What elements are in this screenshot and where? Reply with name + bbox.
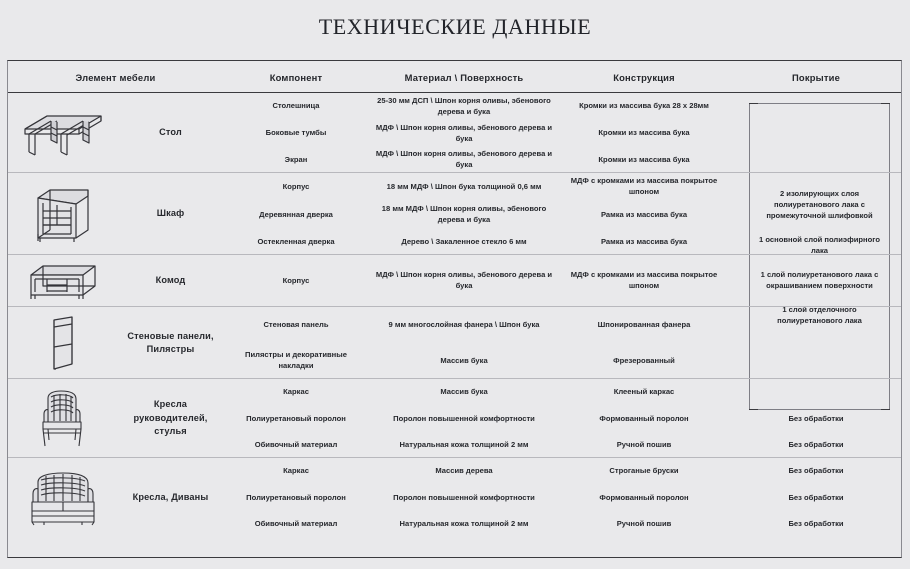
component-cell: Полиуретановый поролон — [246, 413, 346, 423]
material-cell: МДФ \ Шпон корня оливы, эбенового дерева и бука — [375, 122, 553, 143]
component-cell: Столешница — [272, 101, 320, 111]
construction-cell: Ручной пошив — [616, 518, 672, 528]
component-cell: Стеновая панель — [263, 319, 329, 329]
row-category-label: Кресла руководителей, стулья — [133, 399, 208, 437]
row-category-label: Шкаф — [156, 208, 185, 219]
component-cell: Каркас — [283, 466, 309, 476]
desk-icon — [8, 93, 118, 173]
construction-cell: Рамка из массива бука — [600, 209, 688, 219]
component-cell: Остекленная дверка — [257, 236, 335, 246]
construction-cell: Формованный поролон — [599, 413, 689, 423]
material-cell: Натуральная кожа толщиной 2 мм — [399, 518, 529, 528]
construction-cell: Строганые бруски — [609, 466, 679, 476]
material-cell: 18 мм МДФ \ Шпон корня оливы, эбенового дерева и бука — [381, 204, 547, 224]
component-cell: Обивочный материал — [254, 439, 338, 449]
construction-cell: Шпонированная фанера — [597, 319, 691, 329]
coating-cell: Без обработки — [788, 413, 844, 423]
column-header-construction: Конструкция — [613, 71, 675, 83]
coating-line-1: 2 изолирующих слоя полиуретанового лака с промежуточной шлифовкой — [766, 188, 873, 220]
table-row — [8, 255, 901, 307]
armchair-icon — [8, 379, 118, 458]
table-row — [8, 93, 901, 173]
sofa-icon — [8, 458, 118, 537]
material-cell: Натуральная кожа толщиной 2 мм — [399, 439, 529, 449]
table-row — [8, 379, 901, 458]
material-cell: Поролон повышенной комфортности — [393, 413, 535, 423]
wall-panel-icon — [8, 307, 118, 379]
column-header-material: Материал \ Поверхность — [404, 71, 524, 83]
component-cell: Обивочный материал — [254, 518, 338, 528]
coating-cell: Без обработки — [788, 492, 844, 502]
construction-cell: Кромки из массива бука 28 x 28мм — [579, 101, 709, 111]
table-row — [8, 173, 901, 255]
material-cell: Массив бука — [440, 387, 488, 397]
row-category-label: Кресла, Диваны — [132, 491, 209, 502]
component-cell: Деревянная дверка — [259, 209, 333, 219]
dresser-icon — [8, 255, 118, 307]
component-cell: Каркас — [283, 387, 309, 397]
construction-cell: МДФ с кромками из массива покрытое шпоном — [570, 176, 718, 196]
component-cell: Экран — [284, 154, 308, 164]
construction-cell: Кромки из массива бука — [598, 154, 690, 164]
material-cell: Массив бука — [440, 355, 488, 365]
row-category-label: Комод — [155, 275, 186, 286]
construction-cell: Клееный каркас — [613, 387, 675, 397]
table-row — [8, 458, 901, 537]
construction-cell: Фрезерованный — [613, 355, 675, 365]
row-category-label: Стол — [159, 127, 182, 138]
component-cell: Боковые тумбы — [265, 128, 327, 138]
material-cell: 25-30 мм ДСП \ Шпон корня оливы, эбенового дерева и бука — [377, 95, 551, 116]
column-header-component: Компонент — [269, 71, 323, 83]
coating-cell: Без обработки — [788, 439, 844, 449]
component-cell: Полиуретановый поролон — [246, 492, 346, 502]
technical-data-table — [7, 60, 902, 558]
coating-cell: Без обработки — [788, 518, 844, 528]
cabinet-icon — [8, 173, 118, 255]
construction-cell: Ручной пошив — [616, 439, 672, 449]
material-cell: Дерево \ Закаленное стекло 6 мм — [401, 236, 527, 246]
coating-line-2: 1 основной слой полиэфирного лака — [759, 234, 880, 255]
coating-cell: Без обработки — [788, 466, 844, 476]
column-header-element: Элемент мебели — [75, 71, 156, 83]
table-row — [8, 307, 901, 379]
construction-cell: Кромки из массива бука — [598, 128, 690, 138]
table-header-row — [8, 61, 901, 93]
coating-line-3: 1 слой полиуретанового лака с окрашиванием поверхности — [760, 269, 879, 290]
material-cell: 9 мм многослойная фанера \ Шпон бука — [388, 319, 540, 329]
page-title: ТЕХНИЧЕСКИЕ ДАННЫЕ — [318, 14, 592, 39]
construction-cell: Формованный поролон — [599, 492, 689, 502]
material-cell: Поролон повышенной комфортности — [393, 492, 535, 502]
coating-line-4: 1 слой отделочного полиуретанового лака — [777, 304, 862, 325]
material-cell: МДФ \ Шпон корня оливы, эбенового дерева и бука — [375, 149, 553, 169]
column-header-coating: Покрытие — [791, 71, 841, 83]
construction-cell: МДФ с кромками из массива покрытое шпоном — [570, 270, 718, 290]
construction-cell: Рамка из массива бука — [600, 236, 688, 246]
row-category-label: Стеновые панели, Пилястры — [127, 330, 214, 354]
material-cell: МДФ \ Шпон корня оливы, эбенового дерева и бука — [375, 270, 553, 290]
component-cell: Корпус — [282, 275, 310, 285]
component-cell: Пилястры и декоративные накладки — [245, 350, 347, 370]
component-cell: Корпус — [282, 181, 310, 191]
material-cell: Массив дерева — [435, 466, 493, 476]
material-cell: 18 мм МДФ \ Шпон бука толщиной 0,6 мм — [386, 181, 542, 191]
